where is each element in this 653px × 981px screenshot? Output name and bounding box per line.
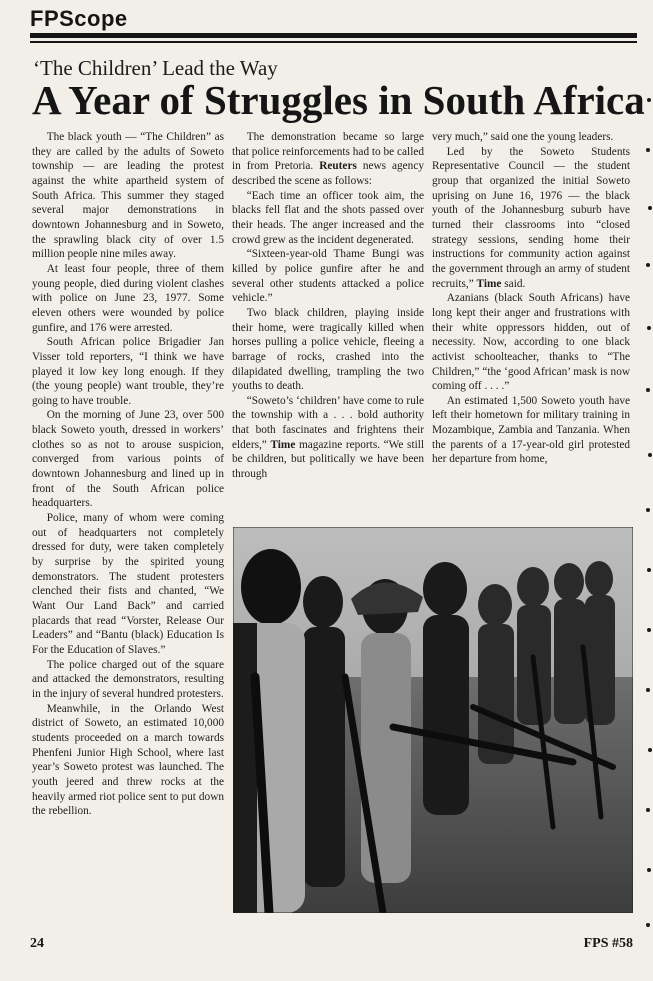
article-column-1: The black youth — “The Children” as they are called by the adults of Soweto township — are leading the protest against the white apartheid system of South Africa. This summer they staged several major demonstrations in downtown Johannesburg and in Soweto, the sprawling black city of over 1.5 million people nine miles away. At least four people, three of them young people, died during violent clashes with police on June 23, 1977. Some eleven others were wounded by police gunfire, and 176 were arrested. South African police Brigadier Jan Visser told reporters, “I think we have played it low key long enough. If they (the young people) want trouble, they’re going to have trouble. On the morning of June 23, over 500 black Soweto youth, dressed in workers’ clothes so as not to arouse suspicion, converged from various points of downtown Johannesburg and lined up in front of the South African police headquarters. Police, many of whom were coming out of headquarters not completely dressed for duty, were taken completely by surprise by the spirited young demonstrators. The student protesters clenched their fists and chanted, “We Want Our Land Back” and carried placards that read “Vorster, Release Our Leaders” and “Bantu (black) Education Is For the Education of Slaves.” The police charged out of the square and attacked the demonstrators, resulting in the injury of several hundred protesters. Meanwhile, in the Orlando West district of Soweto, an estimated 10,000 students proceeded on a march towards Phenfeni Junior High School, where last year’s Soweto protest was launched. The youth jeered and threw rocks at the heavily armed riot police sent to put down the rebellion. <box>32 131 224 818</box>
masthead-rule-thin <box>30 41 637 43</box>
binding-edge-marks <box>643 90 653 950</box>
article-kicker: ‘The Children’ Lead the Way <box>33 56 278 80</box>
photo-armed-youth <box>233 527 633 913</box>
masthead-rule <box>30 33 637 38</box>
article-column-2: The demonstration became so large that police reinforcements had to be called in from Pretoria. Reuters news agency described the scene as follows: “Each time an officer took aim, the blacks fell flat and the shots passed over their heads. The anger increased and the crowd grew as the incident degenerated. “Sixteen-year-old Thame Bungi was killed by police gunfire after he and several other students attacked a police vehicle.” Two black children, playing inside their home, were tragically killed when horses pulling a police vehicle, fleeing a barrage of rocks, crashed into the dilapidated dwelling, trampling the two youths to death. “Soweto’s ‘children’ have come to rule the township with a . . . bold authority that both fascinates and frightens their elders,” Time magazine reports. “We still be children, but politically we have been through <box>232 131 425 481</box>
article-headline: A Year of Struggles in South Africa <box>32 77 645 123</box>
article-column-3: very much,” said one the young leaders. Led by the Soweto Students Representative Council — the student group that organized the initial Soweto uprising on June 16, 1976 — the black youth of the Johannesburg suburb have turned their classrooms into “closed strategy sessions, sending home their instructions for community action against the government through an army of student recruits,” Time said. Azanians (black South Africans) have long kept their anger and frustrations with their white oppressors hidden, out of necessity. Now, according to one black activist schoolteacher, thanks to “The Children,” “the ‘good African’ mask is now coming off . . . .” An estimated 1,500 Soweto youth have left their hometown for military training in Mozambique, Zambia and Tanzania. When the parents of a 17-year-old girl protested her departure from home, <box>432 131 630 466</box>
page-number: 24 <box>30 936 44 951</box>
masthead: FPScope <box>30 6 128 31</box>
issue-label: FPS #58 <box>583 936 633 951</box>
